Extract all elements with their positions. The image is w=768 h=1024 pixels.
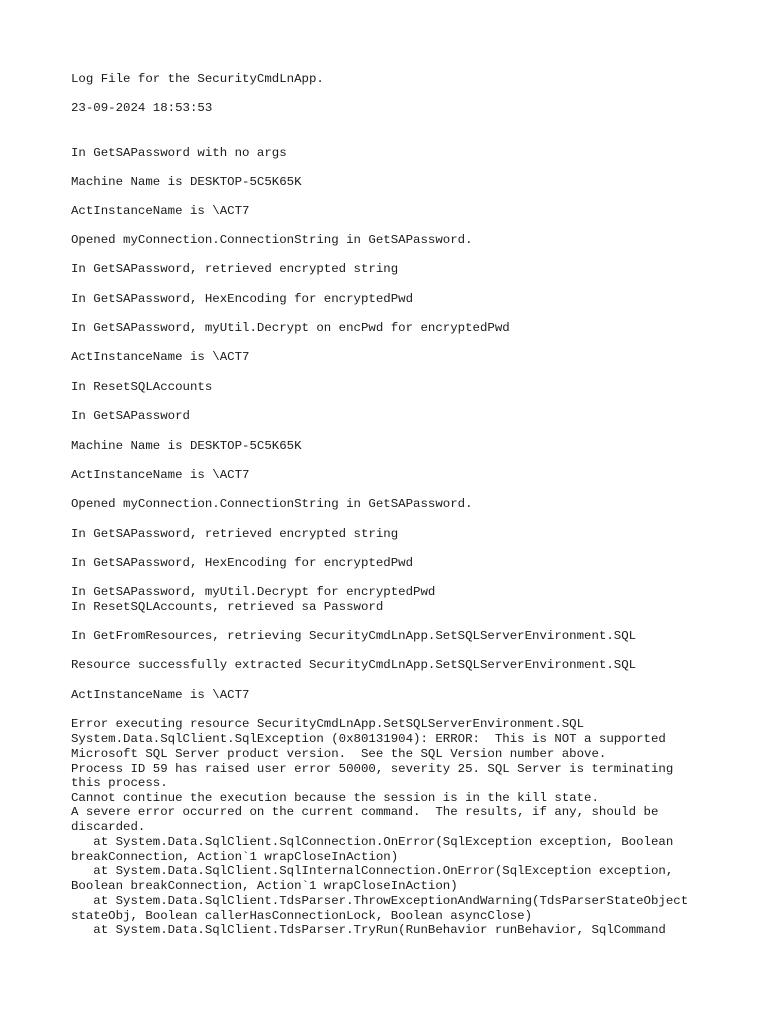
log-line: ActInstanceName is \ACT7 — [71, 688, 250, 702]
log-line: Opened myConnection.ConnectionString in GetSAPassword. — [71, 497, 473, 511]
log-line: In ResetSQLAccounts, retrieved sa Password — [71, 600, 384, 614]
log-line: In GetSAPassword, HexEncoding for encryptedPwd — [71, 556, 414, 570]
log-line: In ResetSQLAccounts — [71, 380, 213, 394]
log-line: at System.Data.SqlClient.TdsParser.ThrowExceptionAndWarning(TdsParserStateObject — [71, 894, 689, 908]
log-line: In GetSAPassword, myUtil.Decrypt for encryptedPwd — [71, 585, 436, 599]
log-line: In GetSAPassword, retrieved encrypted string — [71, 527, 399, 541]
log-line: at System.Data.SqlClient.SqlConnection.OnError(SqlException exception, Boolean — [71, 835, 674, 849]
log-line: A severe error occurred on the current command. The results, if any, should be — [71, 805, 659, 819]
log-line: Boolean breakConnection, Action`1 wrapCloseInAction) — [71, 879, 458, 893]
log-line: Process ID 59 has raised user error 50000, severity 25. SQL Server is terminating — [71, 762, 674, 776]
log-line: this process. — [71, 776, 168, 790]
log-line: Opened myConnection.ConnectionString in GetSAPassword. — [71, 233, 473, 247]
log-line: Resource successfully extracted SecurityCmdLnApp.SetSQLServerEnvironment.SQL — [71, 658, 637, 672]
log-line: breakConnection, Action`1 wrapCloseInAction) — [71, 850, 399, 864]
log-title: Log File for the SecurityCmdLnApp. — [71, 72, 324, 86]
log-line: Machine Name is DESKTOP-5C5K65K — [71, 175, 302, 189]
log-line: Machine Name is DESKTOP-5C5K65K — [71, 439, 302, 453]
log-line: discarded. — [71, 820, 146, 834]
log-line: In GetFromResources, retrieving SecurityCmdLnApp.SetSQLServerEnvironment.SQL — [71, 629, 637, 643]
log-line: In GetSAPassword — [71, 409, 190, 423]
log-line: Cannot continue the execution because the session is in the kill state. — [71, 791, 599, 805]
log-line: stateObj, Boolean callerHasConnectionLock, Boolean asyncClose) — [71, 909, 533, 923]
log-line: at System.Data.SqlClient.TdsParser.TryRun(RunBehavior runBehavior, SqlCommand — [71, 923, 666, 937]
log-line: In GetSAPassword with no args — [71, 146, 287, 160]
log-line: In GetSAPassword, HexEncoding for encryptedPwd — [71, 292, 414, 306]
log-line: ActInstanceName is \ACT7 — [71, 350, 250, 364]
log-line: Error executing resource SecurityCmdLnApp.SetSQLServerEnvironment.SQL — [71, 717, 585, 731]
log-line: In GetSAPassword, retrieved encrypted string — [71, 262, 399, 276]
log-line: System.Data.SqlClient.SqlException (0x80131904): ERROR: This is NOT a supported — [71, 732, 666, 746]
log-line: ActInstanceName is \ACT7 — [71, 204, 250, 218]
log-line: Microsoft SQL Server product version. See the SQL Version number above. — [71, 747, 607, 761]
log-line: In GetSAPassword, myUtil.Decrypt on encPwd for encryptedPwd — [71, 321, 510, 335]
log-timestamp: 23-09-2024 18:53:53 — [71, 101, 213, 115]
log-line: ActInstanceName is \ACT7 — [71, 468, 250, 482]
log-line: at System.Data.SqlClient.SqlInternalConnection.OnError(SqlException exception, — [71, 864, 674, 878]
